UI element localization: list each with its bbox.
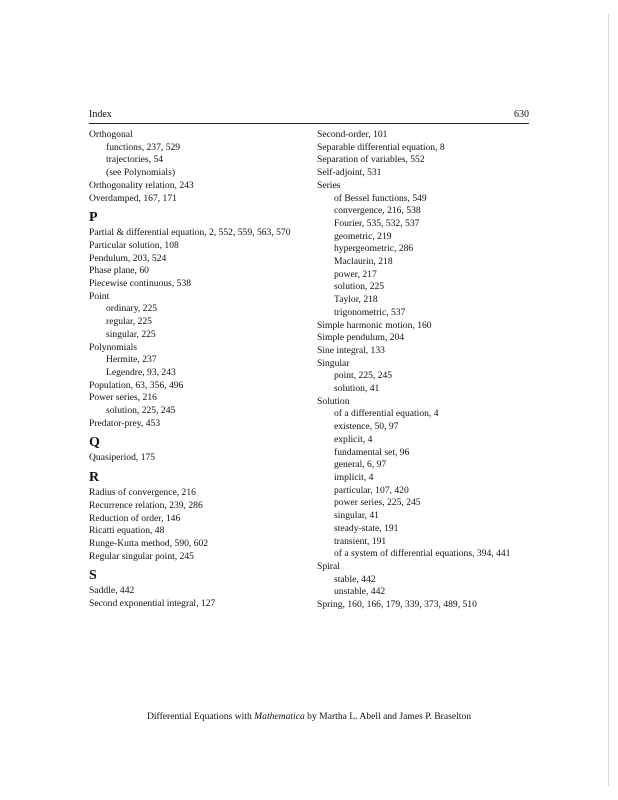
- index-subentry: steady-state, 191: [334, 522, 399, 534]
- index-subentry: geometric, 219: [334, 230, 392, 242]
- index-entry: Population, 63, 356, 496: [89, 379, 184, 391]
- footer-prefix: Differential Equations with: [146, 711, 255, 722]
- index-entry: Sine integral, 133: [317, 344, 385, 356]
- index-subentry: transient, 191: [334, 535, 387, 547]
- section-letter-s: S: [89, 568, 97, 584]
- index-left-column: [89, 129, 314, 611]
- index-subentry: fundamental set, 96: [334, 446, 410, 458]
- index-entry: Point: [89, 290, 110, 302]
- index-entry: Polynomials: [89, 341, 137, 353]
- index-subentry: power, 217: [334, 268, 377, 280]
- index-entry: Spiral: [317, 560, 340, 572]
- index-entry: Singular: [317, 357, 350, 369]
- index-subentry: solution, 41: [334, 383, 380, 395]
- index-subentry: general, 6, 97: [334, 459, 387, 471]
- index-entry: Runge-Kutta method, 590, 602: [89, 537, 209, 549]
- index-entry: Orthogonal: [89, 129, 133, 140]
- index-subentry: of a differential equation, 4: [334, 408, 439, 420]
- index-group-q: [89, 452, 314, 465]
- index-subentry: particular, 107, 420: [334, 484, 409, 496]
- index-subentry: point, 225, 245: [334, 370, 393, 382]
- index-subentry: (see Polynomials): [106, 167, 176, 179]
- running-header: [89, 107, 529, 124]
- index-entry: Second exponential integral, 127: [89, 598, 216, 610]
- page-edge-line: [608, 14, 609, 786]
- footer-italic-title: Mathematica: [254, 711, 305, 722]
- index-subentry: trajectories, 54: [106, 154, 164, 166]
- index-entry: Second-order, 101: [317, 129, 388, 140]
- index-subentry: of Bessel functions, 549: [334, 192, 427, 204]
- index-entry: Ricatti equation, 48: [89, 525, 165, 537]
- index-subentry: existence, 50, 97: [334, 421, 399, 433]
- index-subentry: singular, 225: [106, 328, 156, 340]
- index-subentry: solution, 225, 245: [106, 405, 176, 417]
- index-entry: Self-adjoint, 531: [317, 167, 382, 179]
- index-subentry: singular, 41: [334, 510, 379, 522]
- index-entry: Spring, 160, 166, 179, 339, 373, 489, 510: [317, 599, 477, 611]
- index-subentry: unstable, 442: [334, 586, 386, 598]
- index-entry: Piecewise continuous, 538: [89, 278, 192, 290]
- index-entry: Power series, 216: [89, 392, 157, 404]
- index-entry: Radius of convergence, 216: [89, 487, 196, 499]
- index-entry: Series: [317, 179, 341, 191]
- page-footer: [0, 711, 618, 724]
- section-letter-q: Q: [89, 435, 100, 451]
- index-subentry: Legendre, 93, 243: [106, 366, 176, 378]
- index-subentry: of a system of differential equations, 394, 441: [334, 548, 511, 560]
- index-entry: Reduction of order, 146: [89, 512, 181, 524]
- index-right-column: [317, 129, 547, 612]
- index-entry: Simple pendulum, 204: [317, 332, 405, 344]
- index-entry: Separable differential equation, 8: [317, 141, 445, 153]
- index-subentry: Taylor, 218: [334, 294, 378, 306]
- index-group-o: [89, 129, 314, 205]
- index-entry: Overdamped, 167, 171: [89, 192, 177, 204]
- index-entry: Partial & differential equation, 2, 552, 559, 563, 570: [89, 227, 291, 239]
- index-subentry: power series, 225, 245: [334, 497, 421, 509]
- index-entry: Particular solution, 108: [89, 239, 179, 251]
- index-subentry: regular, 225: [106, 316, 152, 328]
- index-subentry: hypergeometric, 286: [334, 243, 414, 255]
- index-entry: Pendulum, 203, 524: [89, 252, 167, 264]
- index-entry: Solution: [317, 395, 350, 407]
- section-letter-p: P: [89, 210, 98, 226]
- index-subentry: implicit, 4: [334, 471, 374, 483]
- index-subentry: solution, 225: [334, 281, 385, 293]
- index-group-s-continued: [317, 129, 547, 612]
- index-subentry: ordinary, 225: [106, 303, 158, 315]
- index-subentry: convergence, 216, 538: [334, 205, 421, 217]
- footer-suffix: by Martha L. Abell and James P. Braselton: [304, 711, 472, 722]
- index-subentry: functions, 237, 529: [106, 141, 181, 153]
- index-entry: Orthogonality relation, 243: [89, 179, 194, 191]
- index-entry: Separation of variables, 552: [317, 154, 425, 166]
- index-entry: Recurrence relation, 239, 286: [89, 499, 203, 511]
- index-entry: Predator-prey, 453: [89, 417, 161, 429]
- index-group-s: [89, 585, 314, 610]
- page-number: 630: [514, 109, 529, 120]
- index-entry: Regular singular point, 245: [89, 550, 194, 562]
- index-entry: Phase plane, 60: [89, 265, 149, 277]
- index-entry: Simple harmonic motion, 160: [317, 319, 432, 331]
- index-subentry: explicit, 4: [334, 433, 373, 445]
- index-subentry: stable, 442: [334, 573, 376, 585]
- header-title: Index: [89, 109, 112, 120]
- index-subentry: trigonometric, 537: [334, 306, 406, 318]
- index-group-r: [89, 487, 314, 563]
- index-subentry: Maclaurin, 218: [334, 256, 393, 268]
- index-subentry: Fourier, 535, 532, 537: [334, 217, 420, 229]
- section-letter-r: R: [89, 470, 100, 486]
- index-entry: Quasiperiod, 175: [89, 452, 156, 464]
- index-group-p: [89, 227, 314, 430]
- index-entry: Saddle, 442: [89, 585, 135, 597]
- index-subentry: Hermite, 237: [106, 354, 157, 366]
